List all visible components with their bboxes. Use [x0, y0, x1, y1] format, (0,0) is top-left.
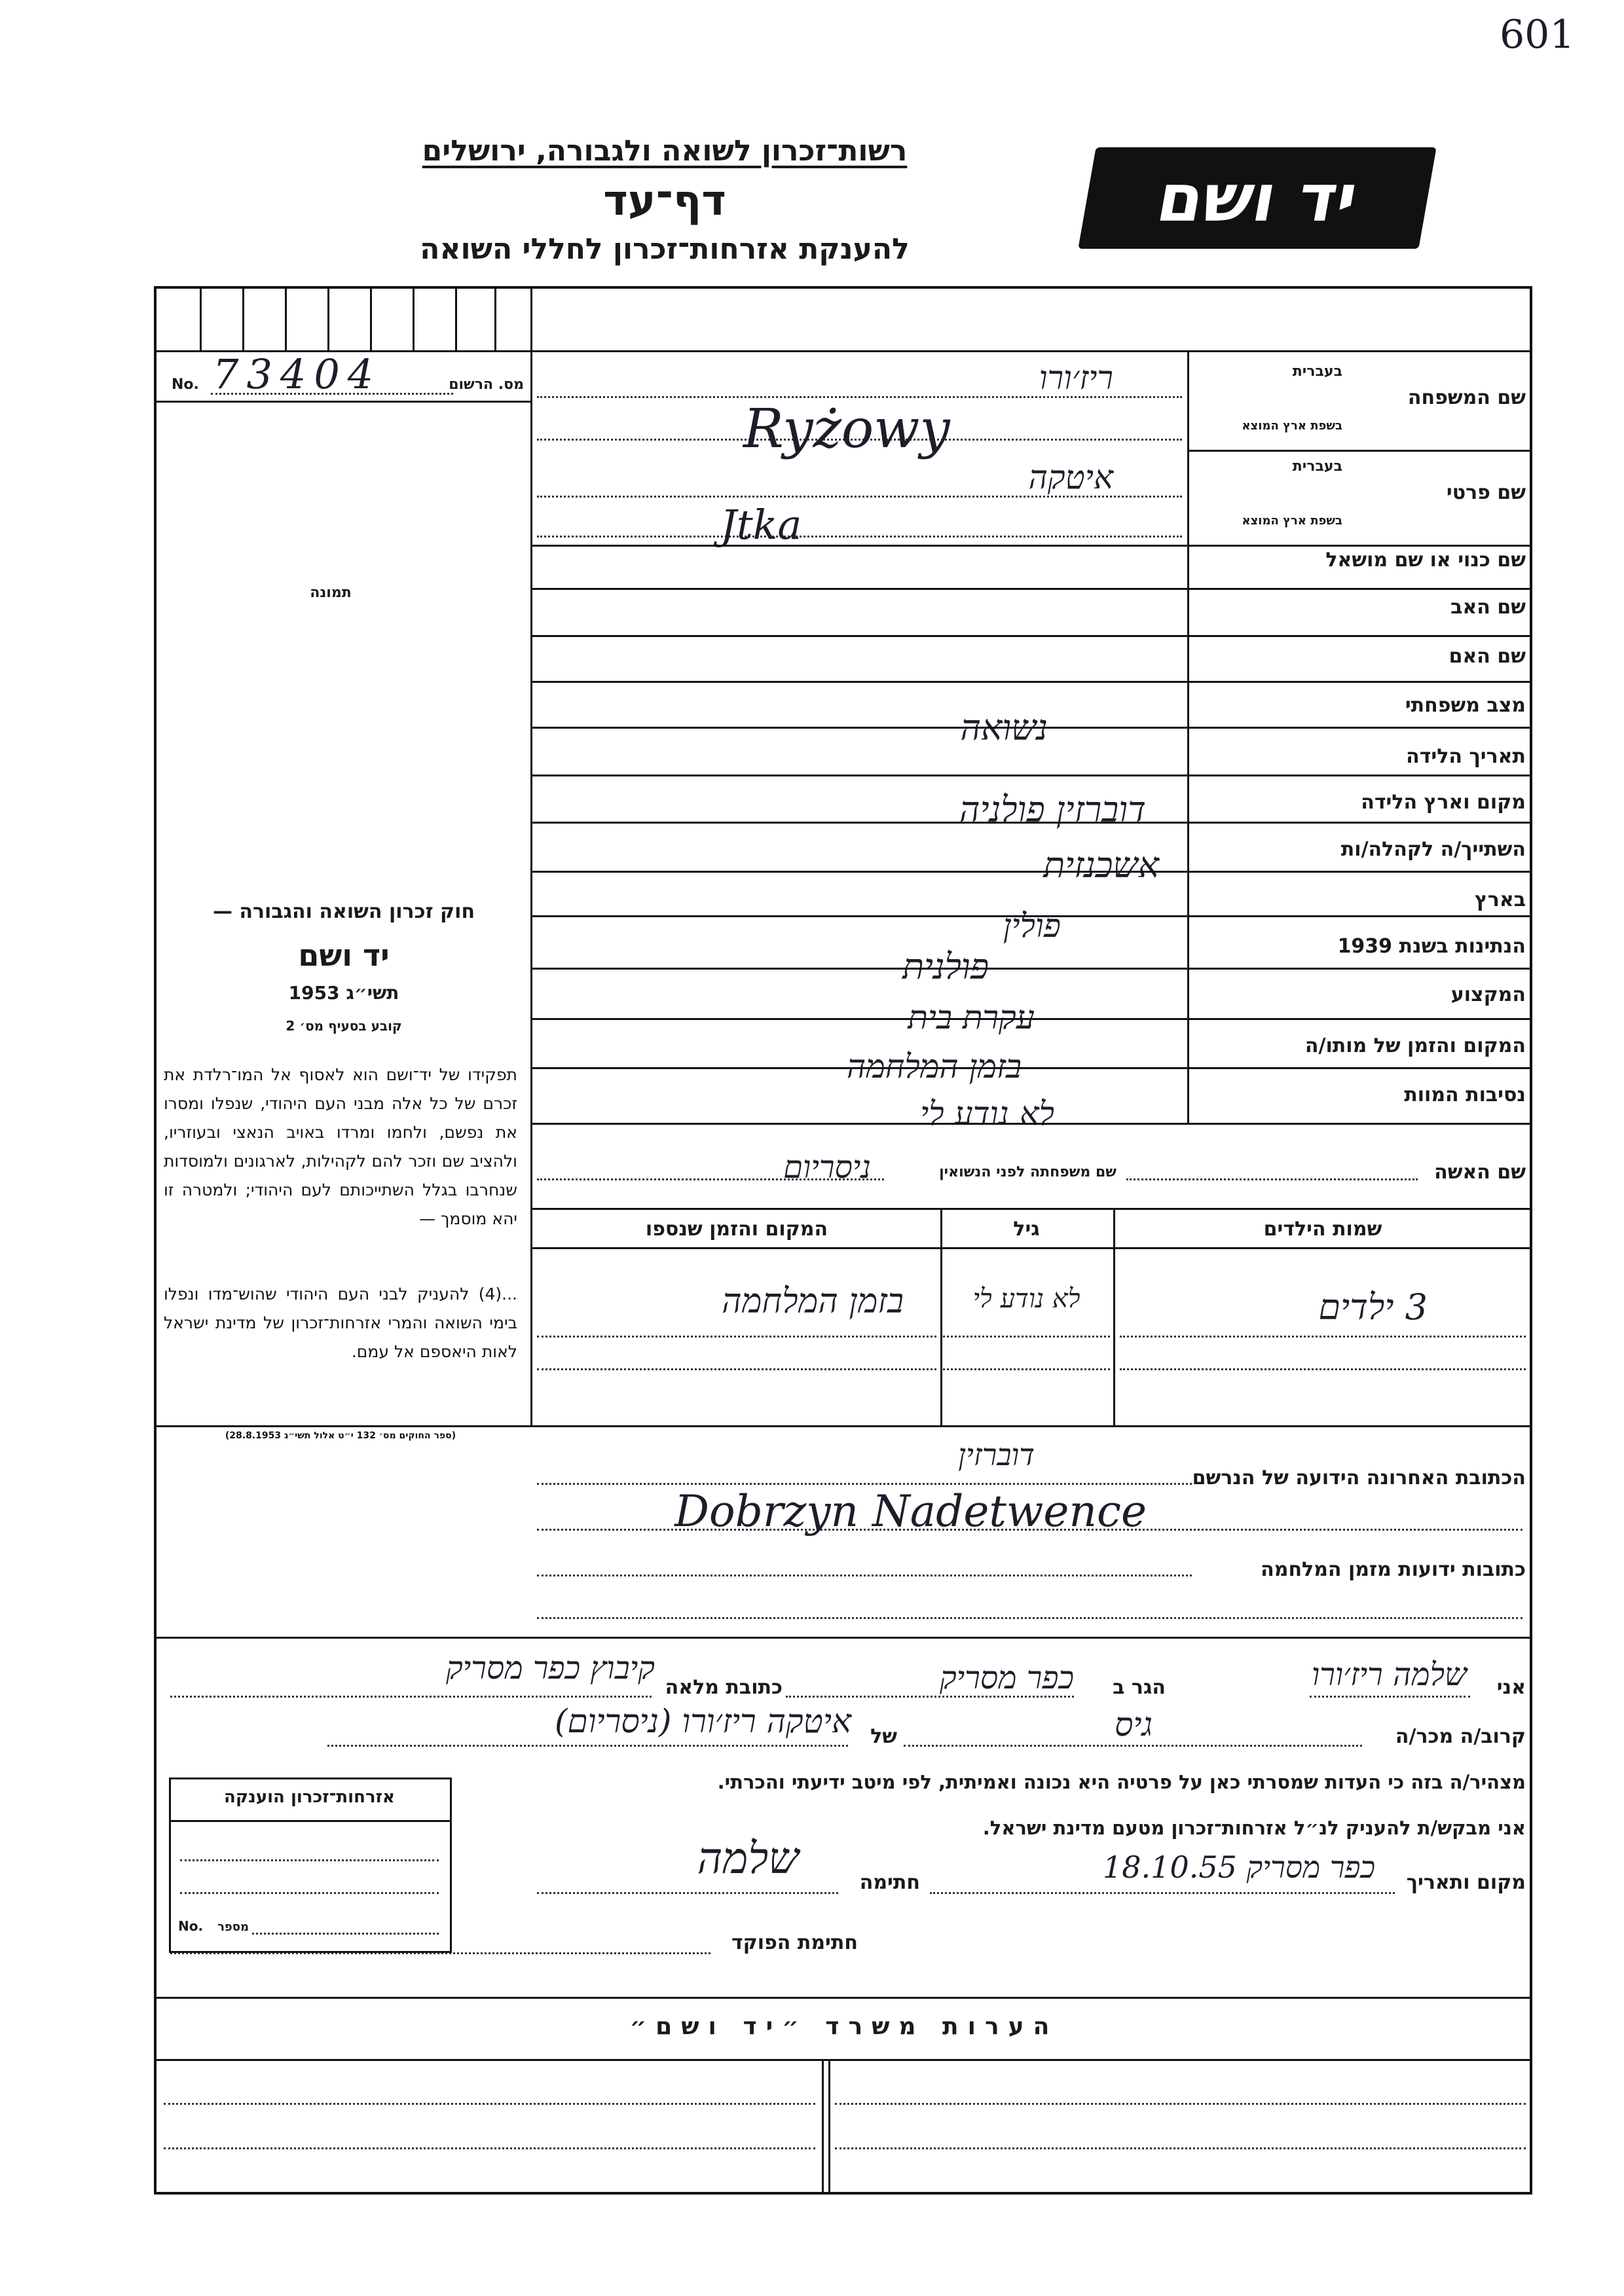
yad-vashem-logo	[1078, 147, 1436, 249]
wife-label: שם האשה	[1434, 1161, 1526, 1184]
relation-label: קרוב/ה מכר/ה	[1395, 1725, 1526, 1748]
dots	[180, 1892, 439, 1894]
dots	[943, 1368, 1110, 1370]
first-name-hebrew-sub: בעברית	[1292, 458, 1342, 475]
registration-label: מס. הרשום	[449, 376, 524, 393]
declaration-request: אני מבקש/ת להעניק לנ״ל אזרחות־זכרון מטעם מדינת ישראל.	[982, 1817, 1526, 1839]
country-label: בארץ	[1474, 888, 1526, 911]
declarant-signature: שלמה	[697, 1833, 799, 1884]
nationality-label: הנתינות בשנת 1939	[1337, 935, 1526, 958]
grid-line	[156, 1425, 1532, 1427]
signature-label: חתימה	[859, 1871, 920, 1894]
declarant-address-label: כתובת מלאה	[665, 1676, 783, 1699]
children-place-value: בזמן המלחמה	[722, 1282, 904, 1321]
occupation-label: המקצוע	[1450, 983, 1526, 1006]
award-no-label: No.	[178, 1918, 204, 1934]
last-address-label: הכתובת האחרונה הידועה של הנרשם	[1192, 1467, 1526, 1489]
dots	[537, 536, 1182, 538]
first-name-hebrew: איטקה	[1028, 458, 1113, 496]
grid-line	[530, 727, 1532, 729]
law-clause: קובע בסעיף מס׳ 2	[286, 1018, 402, 1034]
nickname-label: שם כנוי או שם מושאל	[1325, 549, 1526, 572]
birth-date-label: תאריך הלידה	[1406, 745, 1526, 768]
dots	[835, 2147, 1526, 2149]
grid-line	[530, 1067, 1532, 1069]
father-label: שם האב	[1450, 596, 1526, 619]
declaration-statement: מצהיר/ה בזה כי העדות שמסרתי כאן על פרטיה היא נכונה ואמיתית, לפי מיטב ידיעתי והכרתי.	[717, 1771, 1526, 1793]
dots	[537, 1617, 1522, 1619]
grid-line	[530, 1247, 1532, 1249]
grid-cell	[285, 286, 287, 350]
declarant-name: שלמה ריז׳ורו	[1311, 1656, 1467, 1693]
dots	[537, 1483, 1192, 1485]
dots	[1120, 1336, 1526, 1338]
relation-of-name: איטקה ריז׳ורו (ניסריום)	[555, 1702, 851, 1740]
grid-line	[530, 635, 1532, 637]
children-place-header: המקום והזמן שנספו	[645, 1218, 828, 1241]
grid-line	[940, 1208, 942, 1425]
law-title: חוק זכרון השואה והגבורה —	[212, 900, 475, 923]
photo-area	[156, 406, 532, 838]
dots	[835, 2103, 1526, 2105]
declarant-i-label: אני	[1496, 1676, 1526, 1699]
law-paragraph-2: ...(4) להעניק לבני העם היהודי שהוש־מדו ונפלו בימי השואה והמרי אזרחות־זכרון של מדינת ישראל לאות היאספם אל עמם.	[164, 1285, 517, 1361]
grid-cell	[413, 286, 415, 350]
declarant-resident: כפר מסריק	[939, 1660, 1074, 1696]
grid-line	[1187, 450, 1532, 452]
death-label: המקום והזמן של מותו/ה	[1304, 1034, 1526, 1057]
grid-line	[828, 2059, 830, 2193]
grid-cell	[494, 286, 496, 350]
dots	[327, 1745, 848, 1747]
grid-line	[530, 350, 1532, 352]
birth-place-value: דוברזין פולניה	[959, 789, 1146, 830]
dots	[943, 1336, 1110, 1338]
grid-line	[530, 545, 1532, 547]
grid-line	[156, 1997, 1532, 1999]
award-num-label: מספר	[217, 1920, 249, 1934]
grid-cell	[200, 286, 202, 350]
dots	[537, 1368, 936, 1370]
declarant-address: קיבוץ כפר מסריק	[445, 1650, 655, 1686]
registration-no-label: No.	[172, 376, 199, 393]
authority-title: רשות־זכרון לשואה ולגבורה, ירושלים	[422, 134, 908, 168]
grid-cell	[327, 286, 329, 350]
dots	[537, 1575, 1192, 1576]
grid-line	[530, 968, 1532, 970]
first-name-latin: Jtka	[720, 501, 802, 549]
children-names-value: 3 ילדים	[1318, 1286, 1428, 1328]
nationality-value: פולנית	[902, 946, 989, 987]
relation-value: גיס	[1114, 1705, 1153, 1743]
photo-label: תמונה	[310, 585, 352, 601]
family-name-latin: Ryżowy	[743, 398, 950, 460]
last-address-hebrew: דוברזין	[958, 1437, 1035, 1472]
form-title: דף־עד	[603, 177, 726, 225]
grid-line	[530, 1208, 1532, 1210]
logo-text: יד ושם	[1151, 160, 1363, 236]
form-subtitle: להענקת אזרחות־זכרון לחללי השואה	[420, 232, 910, 266]
grid-line	[530, 915, 1532, 917]
death-circumstances-label: נסיבות המוות	[1404, 1084, 1526, 1106]
country-value: פולין	[1003, 907, 1061, 945]
dots	[164, 2147, 815, 2149]
dots	[252, 1933, 439, 1935]
grid-line	[156, 2059, 1532, 2061]
grid-line	[822, 2059, 824, 2193]
dots	[537, 1336, 936, 1338]
declarant-resident-label: הגר ב	[1113, 1676, 1166, 1699]
dots	[930, 1892, 1395, 1894]
place-date-label: מקום ותאריך	[1406, 1871, 1526, 1894]
dots	[164, 2103, 815, 2105]
birth-place-label: מקום וארץ הלידה	[1361, 791, 1526, 814]
family-name-origin-sub: בשפת ארץ המוצא	[1242, 419, 1342, 433]
law-name: יד ושם	[298, 938, 390, 973]
law-year: תשי״ג 1953	[288, 982, 399, 1004]
grid-cell	[242, 286, 244, 350]
archive-number: 601	[1500, 12, 1575, 58]
dots	[537, 1892, 838, 1894]
grid-line	[156, 1637, 1532, 1639]
registration-number: 73404	[213, 350, 382, 398]
children-age-header: גיל	[1013, 1218, 1040, 1241]
grid-line	[530, 1018, 1532, 1020]
grid-cell	[370, 286, 372, 350]
family-name-label: שם המשפחה	[1407, 386, 1526, 409]
grid-line	[1113, 1208, 1115, 1425]
dots	[1310, 1696, 1470, 1698]
occupation-value: עקרת בית	[908, 998, 1035, 1036]
dots	[180, 1859, 439, 1861]
grid-line	[530, 681, 1532, 683]
family-name-hebrew: ריז׳ורו	[1039, 359, 1113, 397]
relation-of-label: של	[870, 1725, 897, 1748]
family-name-hebrew-sub: בעברית	[1292, 363, 1342, 380]
death-circumstances-value: לא נודע לי	[920, 1095, 1054, 1133]
grid-line	[169, 1820, 452, 1822]
grid-line	[530, 1123, 1532, 1125]
law-reference: (ספר החוקים מס׳ 132 י״ט אלול תשי״ג 28.8.1953)	[225, 1430, 456, 1441]
marital-value: נשואה	[960, 707, 1048, 748]
war-address-label: כתובות ידועות מזמן המלחמה	[1261, 1558, 1526, 1581]
mother-label: שם האם	[1449, 645, 1526, 668]
wife-sublabel: שם משפחתה לפני הנשואין	[939, 1164, 1116, 1180]
office-notes-title: הערות משרד ״יד ושם״	[629, 2013, 1059, 2040]
grid-line	[530, 871, 1532, 873]
dots	[170, 1696, 652, 1698]
first-name-origin-sub: בשפת ארץ המוצא	[1242, 514, 1342, 528]
last-address-latin: Dobrzyn Nadetwence	[674, 1486, 1147, 1537]
officer-signature-label: חתימת הפוקד	[731, 1931, 858, 1954]
law-paragraph-1: תפקידו של יד־ושם הוא לאסוף אל המו־רלדת את זכרם של כל אלה מבני העם היהודי, שנפלו ומסרו את נפשם, ולחמו ומרדו באויב הנאצי ובעוזריו, ולהציב שם וזכר להם לקהילות, לארגונים ולמוסדות שנחרבו בגלל השתייכותם לעם היהודי; ולמטרה זו יהא מוסמך —	[164, 1065, 517, 1228]
award-box-title: אזרחות־זכרון הוענקה	[224, 1787, 395, 1807]
marital-label: מצב משפחתי	[1405, 694, 1526, 717]
death-value: בזמן המלחמה	[846, 1048, 1022, 1085]
grid-line	[156, 401, 530, 403]
place-date-value: כפר מסריק 18.10.55	[1103, 1850, 1375, 1885]
dots	[904, 1745, 1362, 1747]
children-names-header: שמות הילדים	[1263, 1218, 1382, 1241]
first-name-label: שם פרטי	[1446, 481, 1526, 504]
dots	[1126, 1178, 1418, 1180]
wife-value: ניסריום	[783, 1149, 871, 1186]
label-divider	[1187, 350, 1189, 1123]
dots	[1120, 1368, 1526, 1370]
grid-line	[530, 588, 1532, 590]
grid-line	[530, 822, 1532, 824]
grid-cell	[455, 286, 457, 350]
community-label: השתייך/ה לקהלה/ות	[1340, 838, 1526, 861]
community-value: אשכנזית	[1043, 845, 1159, 886]
children-age-value: לא נודע לי	[972, 1284, 1080, 1314]
grid-line	[530, 774, 1532, 776]
